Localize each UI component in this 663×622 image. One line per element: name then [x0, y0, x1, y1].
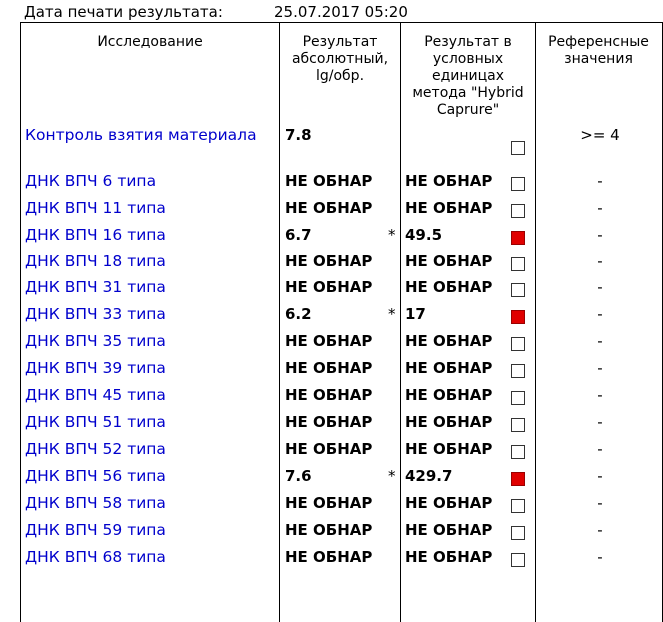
absolute-result: НЕ ОБНАР: [285, 386, 373, 404]
reference-value: -: [597, 332, 603, 350]
absolute-result: НЕ ОБНАР: [285, 199, 373, 217]
relative-result: НЕ ОБНАР: [405, 386, 493, 404]
column-divider: [535, 22, 536, 622]
relative-result: НЕ ОБНАР: [405, 494, 493, 512]
result-checkbox: [511, 364, 525, 378]
relative-result: 429.7: [405, 467, 453, 485]
header-line: абсолютный,: [291, 51, 389, 67]
study-name: ДНК ВПЧ 6 типа: [25, 172, 157, 190]
study-name: ДНК ВПЧ 45 типа: [25, 386, 166, 404]
positive-marker: *: [388, 467, 396, 485]
reference-value: -: [597, 359, 603, 377]
study-name: ДНК ВПЧ 31 типа: [25, 278, 166, 296]
relative-result: НЕ ОБНАР: [405, 252, 493, 270]
reference-value: -: [597, 278, 603, 296]
study-name: Контроль взятия материала: [25, 126, 257, 144]
reference-value: -: [597, 199, 603, 217]
study-name: ДНК ВПЧ 11 типа: [25, 199, 166, 217]
study-name: ДНК ВПЧ 35 типа: [25, 332, 166, 350]
relative-result: НЕ ОБНАР: [405, 359, 493, 377]
absolute-result: 6.7: [285, 226, 312, 244]
table-top-border: [20, 22, 662, 23]
result-checkbox: [511, 553, 525, 567]
positive-indicator: [511, 231, 525, 245]
relative-result: НЕ ОБНАР: [405, 521, 493, 539]
reference-value: -: [597, 521, 603, 539]
header-line: метода "Hybrid: [412, 85, 524, 101]
study-name: ДНК ВПЧ 59 типа: [25, 521, 166, 539]
result-checkbox: [511, 257, 525, 271]
header-reference: [536, 34, 661, 68]
reference-value: -: [597, 413, 603, 431]
header-study: Исследование: [97, 34, 203, 50]
absolute-result: НЕ ОБНАР: [285, 413, 373, 431]
reference-value: -: [597, 467, 603, 485]
study-name: ДНК ВПЧ 18 типа: [25, 252, 166, 270]
relative-result: 17: [405, 305, 426, 323]
study-name: ДНК ВПЧ 56 типа: [25, 467, 166, 485]
reference-value: -: [597, 440, 603, 458]
header-line: Референсные: [548, 34, 649, 50]
result-checkbox: [511, 445, 525, 459]
print-date-value: 25.07.2017 05:20: [274, 3, 408, 21]
absolute-result: НЕ ОБНАР: [285, 359, 373, 377]
study-name: ДНК ВПЧ 52 типа: [25, 440, 166, 458]
study-name: ДНК ВПЧ 68 типа: [25, 548, 166, 566]
positive-marker: *: [388, 305, 396, 323]
result-checkbox: [511, 337, 525, 351]
absolute-result: 7.6: [285, 467, 312, 485]
absolute-result: НЕ ОБНАР: [285, 440, 373, 458]
positive-indicator: [511, 310, 525, 324]
reference-value: -: [597, 172, 603, 190]
print-date-label: Дата печати результата:: [24, 3, 223, 21]
header-relative-result: [401, 34, 535, 119]
reference-value: -: [597, 494, 603, 512]
reference-value: -: [597, 226, 603, 244]
absolute-result: НЕ ОБНАР: [285, 172, 373, 190]
header-line: значения: [564, 51, 633, 67]
study-name: ДНК ВПЧ 51 типа: [25, 413, 166, 431]
positive-indicator: [511, 472, 525, 486]
relative-result: НЕ ОБНАР: [405, 278, 493, 296]
absolute-result: НЕ ОБНАР: [285, 332, 373, 350]
reference-value: -: [597, 305, 603, 323]
reference-value: >= 4: [580, 126, 620, 144]
reference-value: -: [597, 548, 603, 566]
header-line: условных: [432, 51, 504, 67]
absolute-result: НЕ ОБНАР: [285, 494, 373, 512]
absolute-result: НЕ ОБНАР: [285, 548, 373, 566]
positive-marker: *: [388, 226, 396, 244]
relative-result: НЕ ОБНАР: [405, 548, 493, 566]
header-line: lg/обр.: [315, 68, 365, 84]
header-line: Результат в: [424, 34, 512, 50]
result-checkbox: [511, 204, 525, 218]
absolute-result: 6.2: [285, 305, 312, 323]
study-name: ДНК ВПЧ 33 типа: [25, 305, 166, 323]
relative-result: НЕ ОБНАР: [405, 440, 493, 458]
relative-result: НЕ ОБНАР: [405, 172, 493, 190]
print-date: [24, 3, 408, 21]
header-line: единицах: [431, 68, 505, 84]
study-name: ДНК ВПЧ 16 типа: [25, 226, 166, 244]
reference-value: -: [597, 252, 603, 270]
study-name: ДНК ВПЧ 58 типа: [25, 494, 166, 512]
relative-result: НЕ ОБНАР: [405, 413, 493, 431]
column-divider: [279, 22, 280, 622]
relative-result: 49.5: [405, 226, 443, 244]
result-checkbox: [511, 418, 525, 432]
absolute-result: 7.8: [285, 126, 312, 144]
absolute-result: НЕ ОБНАР: [285, 521, 373, 539]
result-checkbox: [511, 141, 525, 155]
relative-result: НЕ ОБНАР: [405, 332, 493, 350]
header-line: Caprure": [436, 102, 500, 118]
header-line: Результат: [302, 34, 378, 50]
relative-result: НЕ ОБНАР: [405, 199, 493, 217]
result-checkbox: [511, 283, 525, 297]
study-name: ДНК ВПЧ 39 типа: [25, 359, 166, 377]
absolute-result: НЕ ОБНАР: [285, 278, 373, 296]
result-checkbox: [511, 391, 525, 405]
reference-value: -: [597, 386, 603, 404]
header-absolute-result: [280, 34, 400, 85]
result-checkbox: [511, 526, 525, 540]
result-checkbox: [511, 177, 525, 191]
result-checkbox: [511, 499, 525, 513]
absolute-result: НЕ ОБНАР: [285, 252, 373, 270]
